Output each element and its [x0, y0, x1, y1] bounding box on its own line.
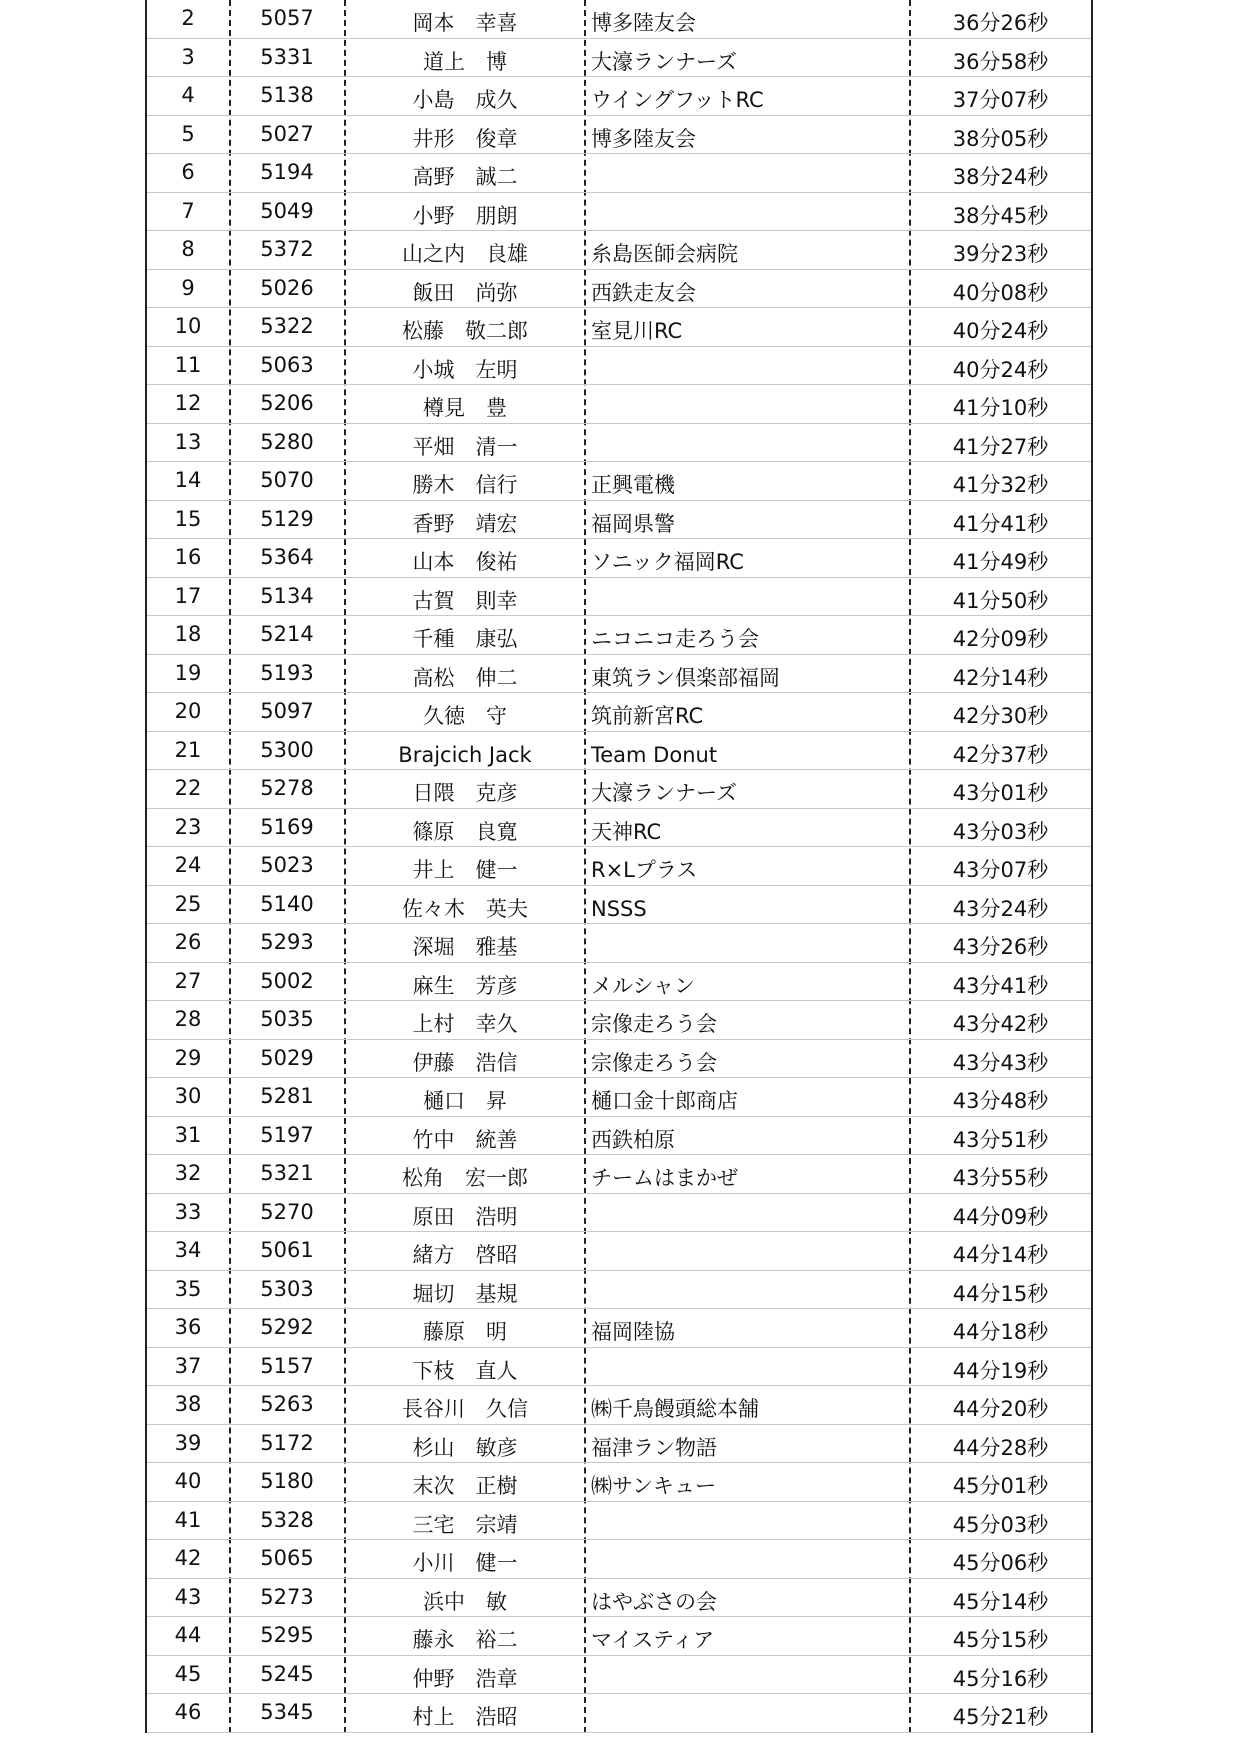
- club-cell: 正興電機: [591, 473, 675, 497]
- bib-cell: 5193: [260, 660, 314, 685]
- club-cell: 西鉄走友会: [591, 280, 696, 305]
- time-cell: 36分58秒: [952, 49, 1049, 74]
- table-row: [147, 154, 1091, 193]
- time-cell: 43分07秒: [952, 858, 1049, 882]
- table-row: [147, 1694, 1091, 1733]
- club-cell: [585, 1271, 910, 1310]
- bib-cell: 5293: [260, 930, 314, 954]
- bib-cell: 5345: [260, 1700, 314, 1724]
- name-cell: 松藤 敬二郎: [402, 319, 528, 343]
- time-cell: 45分15秒: [952, 1628, 1049, 1652]
- club-cell: 宗像走ろう会: [591, 1012, 717, 1036]
- club-cell: [585, 154, 910, 193]
- rank-cell: 46: [174, 1700, 202, 1724]
- rank-cell: 6: [181, 160, 195, 184]
- name-cell: 松角 宏一郎: [402, 1166, 528, 1190]
- time-cell: 41分10秒: [952, 396, 1049, 420]
- rank-cell: 18: [174, 622, 202, 646]
- rank-cell: 2: [181, 6, 195, 30]
- club-cell: 東筑ラン倶楽部福岡: [591, 665, 780, 690]
- bib-cell: 5065: [260, 1546, 314, 1570]
- time-cell: 41分41秒: [952, 511, 1049, 536]
- club-cell: 樋口金十郎商店: [591, 1089, 738, 1113]
- time-cell: 37分07秒: [952, 88, 1049, 112]
- rank-cell: 34: [174, 1238, 202, 1262]
- club-cell: [585, 424, 910, 463]
- table-row: [147, 39, 1091, 78]
- club-cell: マイスティア: [591, 1628, 715, 1652]
- time-cell: 39分23秒: [952, 242, 1049, 266]
- bib-cell: 5063: [260, 352, 314, 377]
- table-row: [147, 1579, 1091, 1618]
- club-cell: [585, 347, 910, 386]
- name-cell: 藤原 明: [423, 1320, 507, 1344]
- bib-cell: 5169: [260, 814, 314, 839]
- bib-cell: 5138: [260, 83, 314, 107]
- table-row: [147, 770, 1091, 809]
- bib-cell: 5097: [260, 699, 314, 723]
- rank-cell: 9: [181, 275, 195, 300]
- time-cell: 45分16秒: [952, 1666, 1049, 1691]
- bib-cell: 5273: [260, 1584, 314, 1609]
- club-cell: 宗像走ろう会: [591, 1050, 717, 1075]
- bib-cell: 5328: [260, 1507, 314, 1532]
- bib-cell: 5140: [260, 891, 314, 916]
- club-cell: Team Donut: [591, 742, 718, 767]
- club-cell: [585, 193, 910, 232]
- bib-cell: 5049: [260, 198, 314, 223]
- table-row: [147, 1463, 1091, 1502]
- table-row: [147, 1425, 1091, 1464]
- table-row: [147, 616, 1091, 655]
- club-cell: 福岡陸協: [591, 1320, 675, 1344]
- time-cell: 43分26秒: [952, 935, 1049, 959]
- bib-cell: 5331: [260, 44, 314, 69]
- club-cell: 福岡県警: [591, 511, 675, 536]
- time-cell: 41分32秒: [952, 473, 1049, 497]
- table-row: [147, 347, 1091, 386]
- table-row: [147, 308, 1091, 347]
- bib-cell: 5070: [260, 468, 314, 492]
- table-row: [147, 1502, 1091, 1541]
- rank-cell: 21: [174, 737, 202, 762]
- time-cell: 38分05秒: [952, 126, 1049, 151]
- rank-cell: 8: [181, 237, 195, 261]
- name-cell: 樋口 昇: [423, 1089, 507, 1113]
- table-row: [147, 1232, 1091, 1271]
- table-row: [147, 924, 1091, 963]
- name-cell: 仲野 浩章: [412, 1666, 518, 1691]
- name-cell: 原田 浩明: [412, 1204, 518, 1229]
- bib-cell: 5197: [260, 1122, 314, 1147]
- table-row: [147, 655, 1091, 694]
- club-cell: 天神RC: [591, 819, 662, 844]
- table-row: [147, 732, 1091, 771]
- rank-cell: 30: [174, 1084, 202, 1108]
- table-row: [147, 1001, 1091, 1040]
- rank-cell: 36: [174, 1315, 202, 1339]
- rank-cell: 7: [181, 198, 195, 223]
- time-cell: 44分09秒: [952, 1204, 1049, 1229]
- club-cell: [585, 924, 910, 963]
- club-cell: 博多陸友会: [591, 11, 696, 35]
- bib-cell: 5194: [260, 160, 314, 184]
- rank-cell: 44: [174, 1623, 202, 1647]
- club-cell: [585, 1232, 910, 1271]
- club-cell: [585, 385, 910, 424]
- rank-cell: 3: [181, 44, 195, 69]
- table-row: [147, 424, 1091, 463]
- name-cell: 佐々木 英夫: [402, 896, 528, 921]
- name-cell: 飯田 尚弥: [412, 280, 518, 305]
- rank-cell: 12: [174, 391, 202, 415]
- name-cell: 伊藤 浩信: [412, 1050, 518, 1075]
- time-cell: 43分42秒: [952, 1012, 1049, 1036]
- name-cell: 緒方 啓昭: [412, 1243, 518, 1267]
- rank-cell: 16: [174, 545, 202, 569]
- club-cell: 大濠ランナーズ: [591, 49, 737, 74]
- table-row: [147, 501, 1091, 540]
- table-row: [147, 1271, 1091, 1310]
- rank-cell: 42: [174, 1546, 202, 1570]
- club-cell: [585, 578, 910, 617]
- name-cell: 日隈 克彦: [412, 781, 518, 805]
- rank-cell: 23: [174, 814, 202, 839]
- time-cell: 43分55秒: [952, 1166, 1049, 1190]
- name-cell: 篠原 良寛: [412, 819, 518, 844]
- table-row: [147, 1309, 1091, 1348]
- table-row: [147, 847, 1091, 886]
- time-cell: 44分28秒: [952, 1435, 1049, 1460]
- table-row: [147, 77, 1091, 116]
- name-cell: 樽見 豊: [423, 396, 507, 420]
- club-cell: [585, 1502, 910, 1541]
- club-cell: ㈱千鳥饅頭総本舗: [591, 1397, 759, 1421]
- name-cell: 村上 浩昭: [412, 1705, 518, 1729]
- rank-cell: 11: [174, 352, 202, 377]
- bib-cell: 5057: [260, 6, 314, 30]
- club-cell: 室見川RC: [591, 319, 683, 343]
- name-cell: 高松 伸二: [412, 665, 518, 690]
- time-cell: 45分03秒: [952, 1512, 1049, 1537]
- name-cell: 千種 康弘: [412, 627, 518, 651]
- time-cell: 41分50秒: [952, 588, 1049, 613]
- rank-cell: 15: [174, 506, 202, 531]
- table-row: [147, 1386, 1091, 1425]
- time-cell: 43分24秒: [952, 896, 1049, 921]
- club-cell: チームはまかぜ: [591, 1166, 738, 1190]
- club-cell: 西鉄柏原: [591, 1127, 675, 1152]
- rank-cell: 5: [181, 121, 195, 146]
- rank-cell: 20: [174, 699, 202, 723]
- name-cell: 道上 博: [423, 49, 507, 74]
- bib-cell: 5295: [260, 1623, 314, 1647]
- bib-cell: 5278: [260, 776, 314, 800]
- table-row: [147, 462, 1091, 501]
- table-row: [147, 1617, 1091, 1656]
- time-cell: 44分15秒: [952, 1281, 1049, 1306]
- name-cell: 堀切 基規: [412, 1281, 518, 1306]
- bib-cell: 5281: [260, 1084, 314, 1108]
- table-row: [147, 0, 1091, 39]
- table-row: [147, 886, 1091, 925]
- club-cell: [585, 1540, 910, 1579]
- time-cell: 45分21秒: [952, 1705, 1049, 1729]
- name-cell: 三宅 宗靖: [412, 1512, 518, 1537]
- name-cell: 上村 幸久: [412, 1012, 518, 1036]
- name-cell: 小島 成久: [412, 88, 518, 112]
- club-cell: [585, 1194, 910, 1233]
- time-cell: 44分18秒: [952, 1320, 1049, 1344]
- bib-cell: 5206: [260, 391, 314, 415]
- name-cell: 井形 俊章: [412, 126, 518, 151]
- rank-cell: 33: [174, 1199, 202, 1224]
- time-cell: 40分24秒: [952, 319, 1049, 343]
- bib-cell: 5300: [260, 737, 314, 762]
- time-cell: 44分14秒: [952, 1243, 1049, 1267]
- name-cell: 杉山 敏彦: [412, 1435, 518, 1460]
- rank-cell: 35: [174, 1276, 202, 1301]
- time-cell: 45分06秒: [952, 1551, 1049, 1575]
- rank-cell: 29: [174, 1045, 202, 1070]
- name-cell: 麻生 芳彦: [412, 973, 518, 998]
- bib-cell: 5026: [260, 275, 314, 300]
- rank-cell: 41: [174, 1507, 202, 1532]
- club-cell: メルシャン: [591, 973, 696, 998]
- table-row: [147, 578, 1091, 617]
- rank-cell: 26: [174, 930, 202, 954]
- name-cell: 平畑 清一: [412, 434, 518, 459]
- club-cell: [585, 1694, 910, 1733]
- bib-cell: 5303: [260, 1276, 314, 1301]
- bib-cell: 5214: [260, 622, 314, 646]
- club-cell: 筑前新宮RC: [591, 704, 704, 728]
- name-cell: 深堀 雅基: [412, 935, 518, 959]
- bib-cell: 5322: [260, 314, 314, 338]
- name-cell: 高野 誠二: [412, 165, 518, 189]
- bib-cell: 5172: [260, 1430, 314, 1455]
- rank-cell: 24: [174, 853, 202, 877]
- table-row: [147, 693, 1091, 732]
- bib-cell: 5270: [260, 1199, 314, 1224]
- rank-cell: 14: [174, 468, 202, 492]
- table-row: [147, 385, 1091, 424]
- name-cell: 小城 左明: [412, 357, 518, 382]
- table-row: [147, 809, 1091, 848]
- name-cell: 小野 朋朗: [412, 203, 518, 228]
- name-cell: 井上 健一: [412, 858, 518, 882]
- time-cell: 40分24秒: [952, 357, 1049, 382]
- club-cell: NSSS: [591, 896, 647, 921]
- table-row: [147, 963, 1091, 1002]
- name-cell: 末次 正樹: [412, 1474, 518, 1498]
- time-cell: 42分37秒: [952, 742, 1049, 767]
- name-cell: Brajcich Jack: [398, 742, 532, 767]
- name-cell: 古賀 則幸: [412, 588, 518, 613]
- rank-cell: 4: [181, 83, 195, 107]
- rank-cell: 40: [174, 1469, 202, 1493]
- rank-cell: 43: [174, 1584, 202, 1609]
- time-cell: 45分01秒: [952, 1474, 1049, 1498]
- results-table: [145, 0, 1093, 1733]
- time-cell: 43分43秒: [952, 1050, 1049, 1075]
- name-cell: 浜中 敏: [423, 1589, 507, 1614]
- table-row: [147, 231, 1091, 270]
- bib-cell: 5280: [260, 429, 314, 454]
- name-cell: 竹中 統善: [412, 1127, 518, 1152]
- club-cell: 糸島医師会病院: [591, 242, 738, 266]
- table-row: [147, 1656, 1091, 1695]
- club-cell: R×Lプラス: [591, 858, 698, 882]
- table-row: [147, 539, 1091, 578]
- bib-cell: 5364: [260, 545, 314, 569]
- table-row: [147, 1540, 1091, 1579]
- club-cell: ソニック福岡RC: [591, 550, 744, 574]
- bib-cell: 5245: [260, 1661, 314, 1686]
- time-cell: 38分24秒: [952, 165, 1049, 189]
- name-cell: 勝木 信行: [412, 473, 518, 497]
- club-cell: 博多陸友会: [591, 126, 696, 151]
- name-cell: 山本 俊祐: [412, 550, 518, 574]
- table-row: [147, 193, 1091, 232]
- club-cell: ニコニコ走ろう会: [591, 627, 759, 651]
- bib-cell: 5061: [260, 1238, 314, 1262]
- name-cell: 小川 健一: [412, 1551, 518, 1575]
- time-cell: 44分19秒: [952, 1358, 1049, 1383]
- table-row: [147, 1348, 1091, 1387]
- rank-cell: 28: [174, 1007, 202, 1031]
- time-cell: 43分51秒: [952, 1127, 1049, 1152]
- rank-cell: 37: [174, 1353, 202, 1378]
- time-cell: 40分08秒: [952, 280, 1049, 305]
- time-cell: 41分27秒: [952, 434, 1049, 459]
- time-cell: 43分03秒: [952, 819, 1049, 844]
- bib-cell: 5027: [260, 121, 314, 146]
- table-row: [147, 1155, 1091, 1194]
- rank-cell: 31: [174, 1122, 202, 1147]
- rank-cell: 32: [174, 1161, 202, 1185]
- time-cell: 41分49秒: [952, 550, 1049, 574]
- table-row: [147, 270, 1091, 309]
- club-cell: ㈱サンキュー: [591, 1474, 716, 1498]
- name-cell: 長谷川 久信: [402, 1397, 528, 1421]
- club-cell: [585, 1656, 910, 1695]
- time-cell: 42分14秒: [952, 665, 1049, 690]
- time-cell: 43分48秒: [952, 1089, 1049, 1113]
- club-cell: 福津ラン物語: [591, 1435, 717, 1460]
- bib-cell: 5023: [260, 853, 314, 877]
- bib-cell: 5035: [260, 1007, 314, 1031]
- name-cell: 藤永 裕二: [412, 1628, 518, 1652]
- time-cell: 42分09秒: [952, 627, 1049, 651]
- rank-cell: 17: [174, 583, 202, 608]
- club-cell: ウイングフットRC: [591, 88, 764, 112]
- name-cell: 下枝 直人: [412, 1358, 518, 1383]
- bib-cell: 5002: [260, 968, 314, 993]
- time-cell: 42分30秒: [952, 704, 1049, 728]
- time-cell: 43分41秒: [952, 973, 1049, 998]
- bib-cell: 5263: [260, 1392, 314, 1416]
- time-cell: 43分01秒: [952, 781, 1049, 805]
- bib-cell: 5180: [260, 1469, 314, 1493]
- name-cell: 久徳 守: [423, 704, 507, 728]
- table-row: [147, 1078, 1091, 1117]
- club-cell: 大濠ランナーズ: [591, 781, 737, 805]
- table-row: [147, 1040, 1091, 1079]
- rank-cell: 25: [174, 891, 202, 916]
- bib-cell: 5129: [260, 506, 314, 531]
- bib-cell: 5134: [260, 583, 314, 608]
- rank-cell: 10: [174, 314, 202, 338]
- rank-cell: 22: [174, 776, 202, 800]
- rank-cell: 45: [174, 1661, 202, 1686]
- bib-cell: 5157: [260, 1353, 314, 1378]
- club-cell: はやぶさの会: [591, 1589, 717, 1614]
- rank-cell: 38: [174, 1392, 202, 1416]
- table-row: [147, 1194, 1091, 1233]
- club-cell: [585, 1348, 910, 1387]
- bib-cell: 5029: [260, 1045, 314, 1070]
- table-row: [147, 1117, 1091, 1156]
- bib-cell: 5321: [260, 1161, 314, 1185]
- name-cell: 香野 靖宏: [412, 511, 518, 536]
- rank-cell: 39: [174, 1430, 202, 1455]
- name-cell: 岡本 幸喜: [412, 11, 518, 35]
- rank-cell: 19: [174, 660, 202, 685]
- time-cell: 45分14秒: [952, 1589, 1049, 1614]
- name-cell: 山之内 良雄: [402, 242, 528, 266]
- time-cell: 44分20秒: [952, 1397, 1049, 1421]
- bib-cell: 5292: [260, 1315, 314, 1339]
- time-cell: 38分45秒: [952, 203, 1049, 228]
- bib-cell: 5372: [260, 237, 314, 261]
- table-row: [147, 116, 1091, 155]
- time-cell: 36分26秒: [952, 11, 1049, 35]
- rank-cell: 27: [174, 968, 202, 993]
- rank-cell: 13: [174, 429, 202, 454]
